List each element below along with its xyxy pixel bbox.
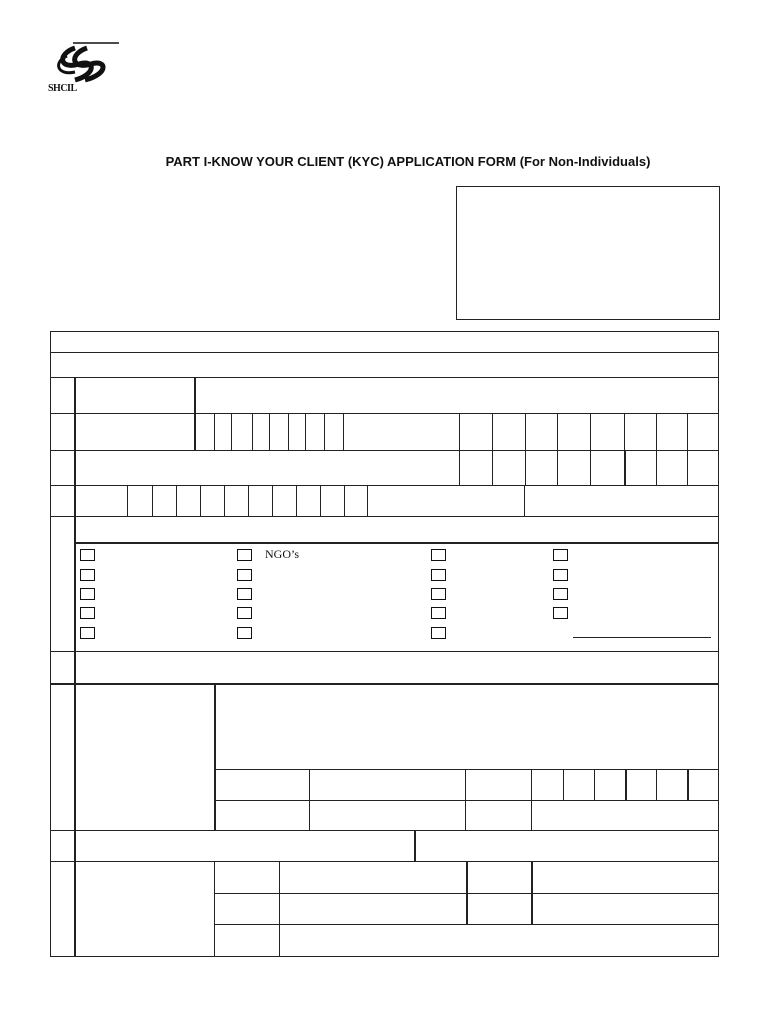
cell-divider [176,485,177,516]
cell-divider [305,413,306,450]
entity-type-checkbox[interactable] [553,607,568,619]
cell-divider [594,769,595,800]
row-line [50,861,719,862]
other-specify-line[interactable] [573,637,711,638]
cell-divider [231,413,232,450]
entity-type-checkbox[interactable] [237,627,252,639]
cell-divider [624,450,626,485]
entity-type-checkbox[interactable] [237,569,252,581]
row-line [50,377,719,378]
cell-divider [324,413,325,450]
cell-divider [563,769,564,800]
cell-divider [656,769,657,800]
entity-type-checkbox[interactable] [431,549,446,561]
row-line [50,352,719,353]
cell-divider [272,485,273,516]
entity-type-checkbox[interactable] [431,569,446,581]
cell-divider [279,861,280,957]
row-line [50,485,719,486]
cell-divider [590,413,591,485]
row-line [214,769,719,770]
cell-divider [214,861,215,957]
form-title: PART I-KNOW YOUR CLIENT (KYC) APPLICATION FORM (For Non-Individuals) [165,154,651,169]
cell-divider [466,861,468,924]
row-line [214,800,719,801]
cell-divider [152,485,153,516]
cell-divider [194,377,196,450]
photograph-box [456,186,720,320]
row-line [50,450,719,451]
entity-type-checkbox[interactable] [553,549,568,561]
cell-divider [492,413,493,485]
cell-divider [624,413,625,450]
cell-divider [320,485,321,516]
cell-divider [200,485,201,516]
cell-divider [296,485,297,516]
cell-divider [524,485,525,516]
entity-type-checkbox[interactable] [431,588,446,600]
ngo-label: NGO’s [265,547,300,561]
cell-divider [557,413,558,485]
entity-type-checkbox[interactable] [553,569,568,581]
cell-divider [252,413,253,450]
cell-divider [288,413,289,450]
serial-column-line [74,377,76,957]
ngo-checkbox[interactable] [237,549,252,561]
cell-divider [531,861,533,924]
cell-divider [248,485,249,516]
logo-text: SHCIL [48,83,77,94]
cell-divider [465,769,466,830]
cell-divider [459,413,460,485]
cell-divider [687,769,689,800]
entity-type-checkbox[interactable] [80,588,95,600]
cell-divider [343,413,344,450]
cell-divider [309,769,310,830]
row-line [214,924,719,925]
row-line [50,830,719,831]
cell-divider [687,413,688,485]
entity-type-checkbox[interactable] [431,607,446,619]
cell-divider [344,485,345,516]
entity-type-checkbox[interactable] [80,549,95,561]
entity-type-checkbox[interactable] [80,607,95,619]
entity-type-checkbox[interactable] [80,569,95,581]
cell-divider [525,413,526,485]
cell-divider [625,769,627,800]
cell-divider [656,413,657,485]
row-line [50,413,719,414]
row-line [50,516,719,517]
cell-divider [269,413,270,450]
entity-type-checkbox[interactable] [553,588,568,600]
cell-divider [224,485,225,516]
entity-type-checkbox[interactable] [80,627,95,639]
cell-divider [214,413,215,450]
row-line [74,542,719,544]
cell-divider [127,485,128,516]
entity-type-checkbox[interactable] [237,588,252,600]
cell-divider [414,830,416,861]
row-line [50,683,719,685]
cell-divider [367,485,368,516]
entity-type-checkbox[interactable] [237,607,252,619]
entity-type-checkbox[interactable] [431,627,446,639]
form-frame [50,331,719,957]
cell-divider [531,769,532,830]
cell-divider [214,683,216,830]
row-line [50,651,719,652]
